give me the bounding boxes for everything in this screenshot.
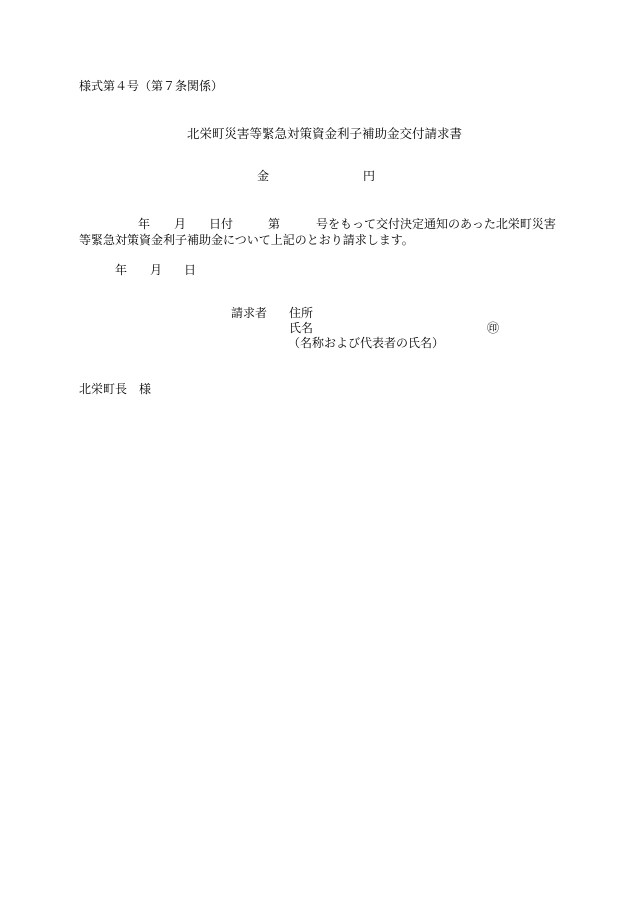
body-line2: 等緊急対策資金利子補助金について上記のとおり請求します。 — [79, 233, 414, 247]
seal-mark: ㊞ — [487, 321, 500, 335]
date-month: 月 — [150, 263, 163, 277]
body-day-dated: 日付 — [209, 217, 234, 231]
date-day: 日 — [184, 263, 197, 277]
document-title: 北栄町災害等緊急対策資金利子補助金交付請求書 — [187, 126, 463, 141]
date-year: 年 — [115, 263, 128, 277]
name-note: （名称および代表者の氏名） — [288, 336, 445, 350]
body-month: 月 — [174, 217, 187, 231]
address-label: 住所 — [289, 306, 314, 320]
form-number: 様式第４号（第７条関係） — [79, 79, 224, 93]
applicant-label: 請求者 — [231, 306, 268, 320]
name-label: 氏名 — [289, 321, 314, 335]
amount-prefix: 金 — [257, 169, 270, 183]
body-line1-rest: 号をもって交付決定通知のあった北栄町災害 — [316, 217, 556, 231]
body-year: 年 — [138, 217, 151, 231]
amount-unit: 円 — [363, 169, 376, 183]
body-dai: 第 — [268, 217, 281, 231]
addressee: 北栄町長 様 — [79, 382, 152, 396]
